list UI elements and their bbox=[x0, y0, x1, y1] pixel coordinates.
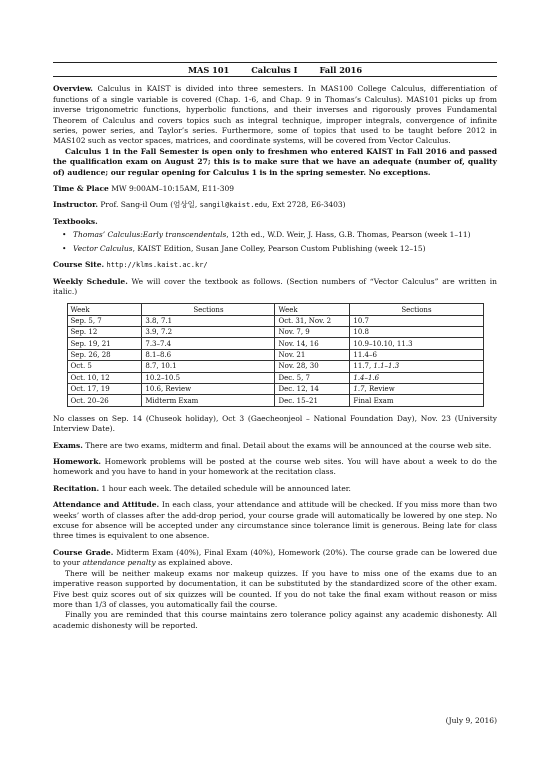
textbook-title: Vector Calculus bbox=[73, 243, 133, 253]
week-cell: Dec. 15–21 bbox=[275, 395, 350, 406]
sections-cell: 8.1–8.6 bbox=[142, 349, 275, 360]
weekly-label: Weekly Schedule. bbox=[53, 276, 128, 286]
week-cell: Dec. 5, 7 bbox=[275, 372, 350, 383]
week-cell: Oct. 17, 19 bbox=[67, 384, 142, 395]
overview-text: Calculus in KAIST is divided into three semesters. In MAS100 College Calculus, differentiation of functions of a single variable is covered (Chap. 1-6, and Chap. 9 in Thomas’s Calculus). MAS101 picks up from inverse trigonometric functions, hyperbolic functions, and their inverses and rigorously proves Fundamental Theorem of Calculus and covers topics such as integral technique, improper integrals, convergence of infinite series, power series, and Taylor’s series. Furthermore, some of topics that used to be taught before 2012 in MAS102 such as vector spaces, matrices, and coordinate systems, will be covered from Vector Calculus. bbox=[53, 84, 497, 146]
weekly-text: We will cover the textbook as follows. (Section numbers of “Vector Calculus” are written in italic.) bbox=[53, 276, 498, 296]
grade-label: Course Grade. bbox=[53, 547, 114, 557]
header-sections: Sections bbox=[142, 304, 275, 315]
course-site-url[interactable]: http://klms.kaist.ac.kr/ bbox=[106, 261, 208, 270]
course-header bbox=[53, 63, 497, 76]
syllabus-content bbox=[53, 62, 497, 631]
table-row bbox=[67, 327, 483, 338]
makeup-policy: There will be neither makeup exams nor makeup quizzes. If you have to miss one of the exams due to an imperative reason supported by documentation, it can be substituted by the standardized score of the other exam. Five best quiz scores out of six quizzes will be counted. If you do not take the final exam without reason or miss more than 1/3 of classes, you automatically fail the course. bbox=[53, 568, 497, 609]
instructor bbox=[53, 200, 497, 210]
schedule-table bbox=[67, 303, 484, 407]
course-grade bbox=[53, 548, 497, 569]
overview-paragraph bbox=[53, 84, 497, 146]
sections-cell: 10.7 bbox=[350, 315, 483, 326]
week-cell: Nov. 28, 30 bbox=[275, 361, 350, 372]
sections-cell: 10.6, Review bbox=[142, 384, 275, 395]
instructor-rest: , Ext 2728, E6-3403) bbox=[267, 200, 346, 210]
week-cell: Oct. 5 bbox=[67, 361, 142, 372]
week-cell: Nov. 21 bbox=[275, 349, 350, 360]
sections-cell: 3.9, 7.2 bbox=[142, 327, 275, 338]
textbook-details: , 12th ed., W.D. Weir, J. Hass, G.B. Thomas, Pearson (week 1–11) bbox=[226, 230, 471, 240]
sections-cell: 8.7, 10.1 bbox=[142, 361, 275, 372]
instructor-label: Instructor. bbox=[53, 200, 98, 210]
sections-italic: 1.4–1.6 bbox=[353, 373, 380, 382]
sections-cell bbox=[350, 372, 483, 383]
table-row bbox=[67, 361, 483, 372]
footer-date: (July 9, 2016) bbox=[445, 716, 497, 725]
table-header-row bbox=[67, 304, 483, 315]
textbook-title: Thomas’ Calculus:Early transcendentals bbox=[73, 230, 227, 240]
table-row bbox=[67, 315, 483, 326]
grade-text: Midterm Exam (40%), Final Exam (40%), Homework (20%). The course grade can be lowered due to your bbox=[53, 547, 498, 568]
attendance-text: In each class, your attendance and attitude will be checked. If you miss more than two weeks’ worth of classes after the add-drop period, your course grade will automatically be lowered by one step. No excuse for absence will be accepted under any circumstance since tolerance limit is generous. Being late for class three times is equivalent to one absence. bbox=[53, 500, 497, 541]
sections-cell: 7.3–7.4 bbox=[142, 338, 275, 349]
course-name: Calculus I bbox=[251, 65, 298, 75]
sections-cell: 10.8 bbox=[350, 327, 483, 338]
grade-text-end: as explained above. bbox=[155, 558, 233, 568]
course-site bbox=[53, 260, 497, 270]
textbook-list bbox=[53, 230, 497, 254]
week-cell: Oct. 31, Nov. 2 bbox=[275, 315, 350, 326]
exams bbox=[53, 441, 497, 451]
week-cell: Nov. 14, 16 bbox=[275, 338, 350, 349]
week-cell: Sep. 26, 28 bbox=[67, 349, 142, 360]
sections-cell: 10.2–10.5 bbox=[142, 372, 275, 383]
week-cell: Sep. 5, 7 bbox=[67, 315, 142, 326]
table-row bbox=[67, 372, 483, 383]
homework-label: Homework. bbox=[53, 457, 102, 467]
weekly-schedule bbox=[53, 277, 497, 298]
textbooks-heading bbox=[53, 217, 497, 227]
sections-cell bbox=[350, 384, 483, 395]
grade-emphasis: attendance penalty bbox=[82, 558, 156, 568]
time-place-label: Time & Place bbox=[53, 184, 109, 194]
textbooks-label: Textbooks. bbox=[53, 216, 98, 226]
table-row bbox=[67, 395, 483, 406]
instructor-name: Prof. Sang-il Oum (엄상일, bbox=[100, 200, 198, 210]
table-row bbox=[67, 338, 483, 349]
sections-italic: 1.1–1.3 bbox=[373, 362, 400, 371]
sections-italic: 1.7 bbox=[353, 385, 365, 394]
attendance-label: Attendance and Attitude. bbox=[53, 500, 160, 510]
sections-cell bbox=[350, 361, 483, 372]
overview-label: Overview. bbox=[53, 84, 93, 94]
homework-text: Homework problems will be posted at the course web sites. You will have about a week to do the homework and you have to hand in your homework at the recitation class. bbox=[53, 457, 497, 477]
attendance bbox=[53, 500, 497, 542]
table-row bbox=[67, 349, 483, 360]
sections-cell: Final Exam bbox=[350, 395, 483, 406]
sections-plain: , Review bbox=[364, 385, 395, 394]
header-bottom-rule bbox=[53, 76, 497, 77]
week-cell: Sep. 19, 21 bbox=[67, 338, 142, 349]
textbook-item bbox=[73, 244, 497, 254]
dishonesty-policy: Finally you are reminded that this course maintains zero tolerance policy against any academic dishonesty. All academic dishonesty will be reported. bbox=[53, 610, 497, 630]
week-cell: Nov. 7, 9 bbox=[275, 327, 350, 338]
course-code: MAS 101 bbox=[187, 65, 230, 75]
recitation bbox=[53, 484, 497, 494]
week-cell: Dec. 12, 14 bbox=[275, 384, 350, 395]
no-classes: No classes on Sep. 14 (Chuseok holiday), Oct 3 (Gaecheonjeol – National Foundation Day), Nov. 23 (University Interview Date). bbox=[53, 413, 497, 434]
course-site-label: Course Site. bbox=[53, 260, 105, 270]
exams-text: There are two exams, midterm and final. Detail about the exams will be announced at the course web site. bbox=[85, 440, 492, 450]
time-place-text: MW 9:00AM–10:15AM, E11-309 bbox=[111, 184, 235, 194]
homework bbox=[53, 457, 497, 478]
textbook-item bbox=[73, 230, 497, 240]
instructor-email[interactable]: sangil@kaist.edu bbox=[199, 201, 268, 210]
week-cell: Oct. 20–26 bbox=[67, 395, 142, 406]
week-cell: Sep. 12 bbox=[67, 327, 142, 338]
sections-cell: 3.8, 7.1 bbox=[142, 315, 275, 326]
week-cell: Oct. 10, 12 bbox=[67, 372, 142, 383]
table-row bbox=[67, 384, 483, 395]
header-sections: Sections bbox=[350, 304, 483, 315]
textbook-details: , KAIST Edition, Susan Jane Colley, Pearson Custom Publishing (week 12–15) bbox=[132, 243, 426, 253]
recitation-text: 1 hour each week. The detailed schedule will be announced later. bbox=[101, 483, 351, 493]
sections-cell: 11.4–6 bbox=[350, 349, 483, 360]
header-week: Week bbox=[275, 304, 350, 315]
recitation-label: Recitation. bbox=[53, 483, 100, 493]
header-week: Week bbox=[67, 304, 142, 315]
time-place bbox=[53, 184, 497, 194]
exams-label: Exams. bbox=[53, 440, 83, 450]
course-term: Fall 2016 bbox=[319, 65, 363, 75]
notice-text: Calculus 1 in the Fall Semester is open only to freshmen who entered KAIST in Fall 2016 and passed the qualification exam on August 27; this is to make sure that we have an adequate (number of, quality of) audience; our regular opening for Calculus 1 is in the spring semester. No exceptions. bbox=[53, 146, 497, 177]
notice-paragraph bbox=[53, 147, 497, 178]
sections-cell: 10.9–10.10, 11.3 bbox=[350, 338, 483, 349]
sections-plain: 11.7, bbox=[353, 362, 374, 371]
sections-cell: Midterm Exam bbox=[142, 395, 275, 406]
